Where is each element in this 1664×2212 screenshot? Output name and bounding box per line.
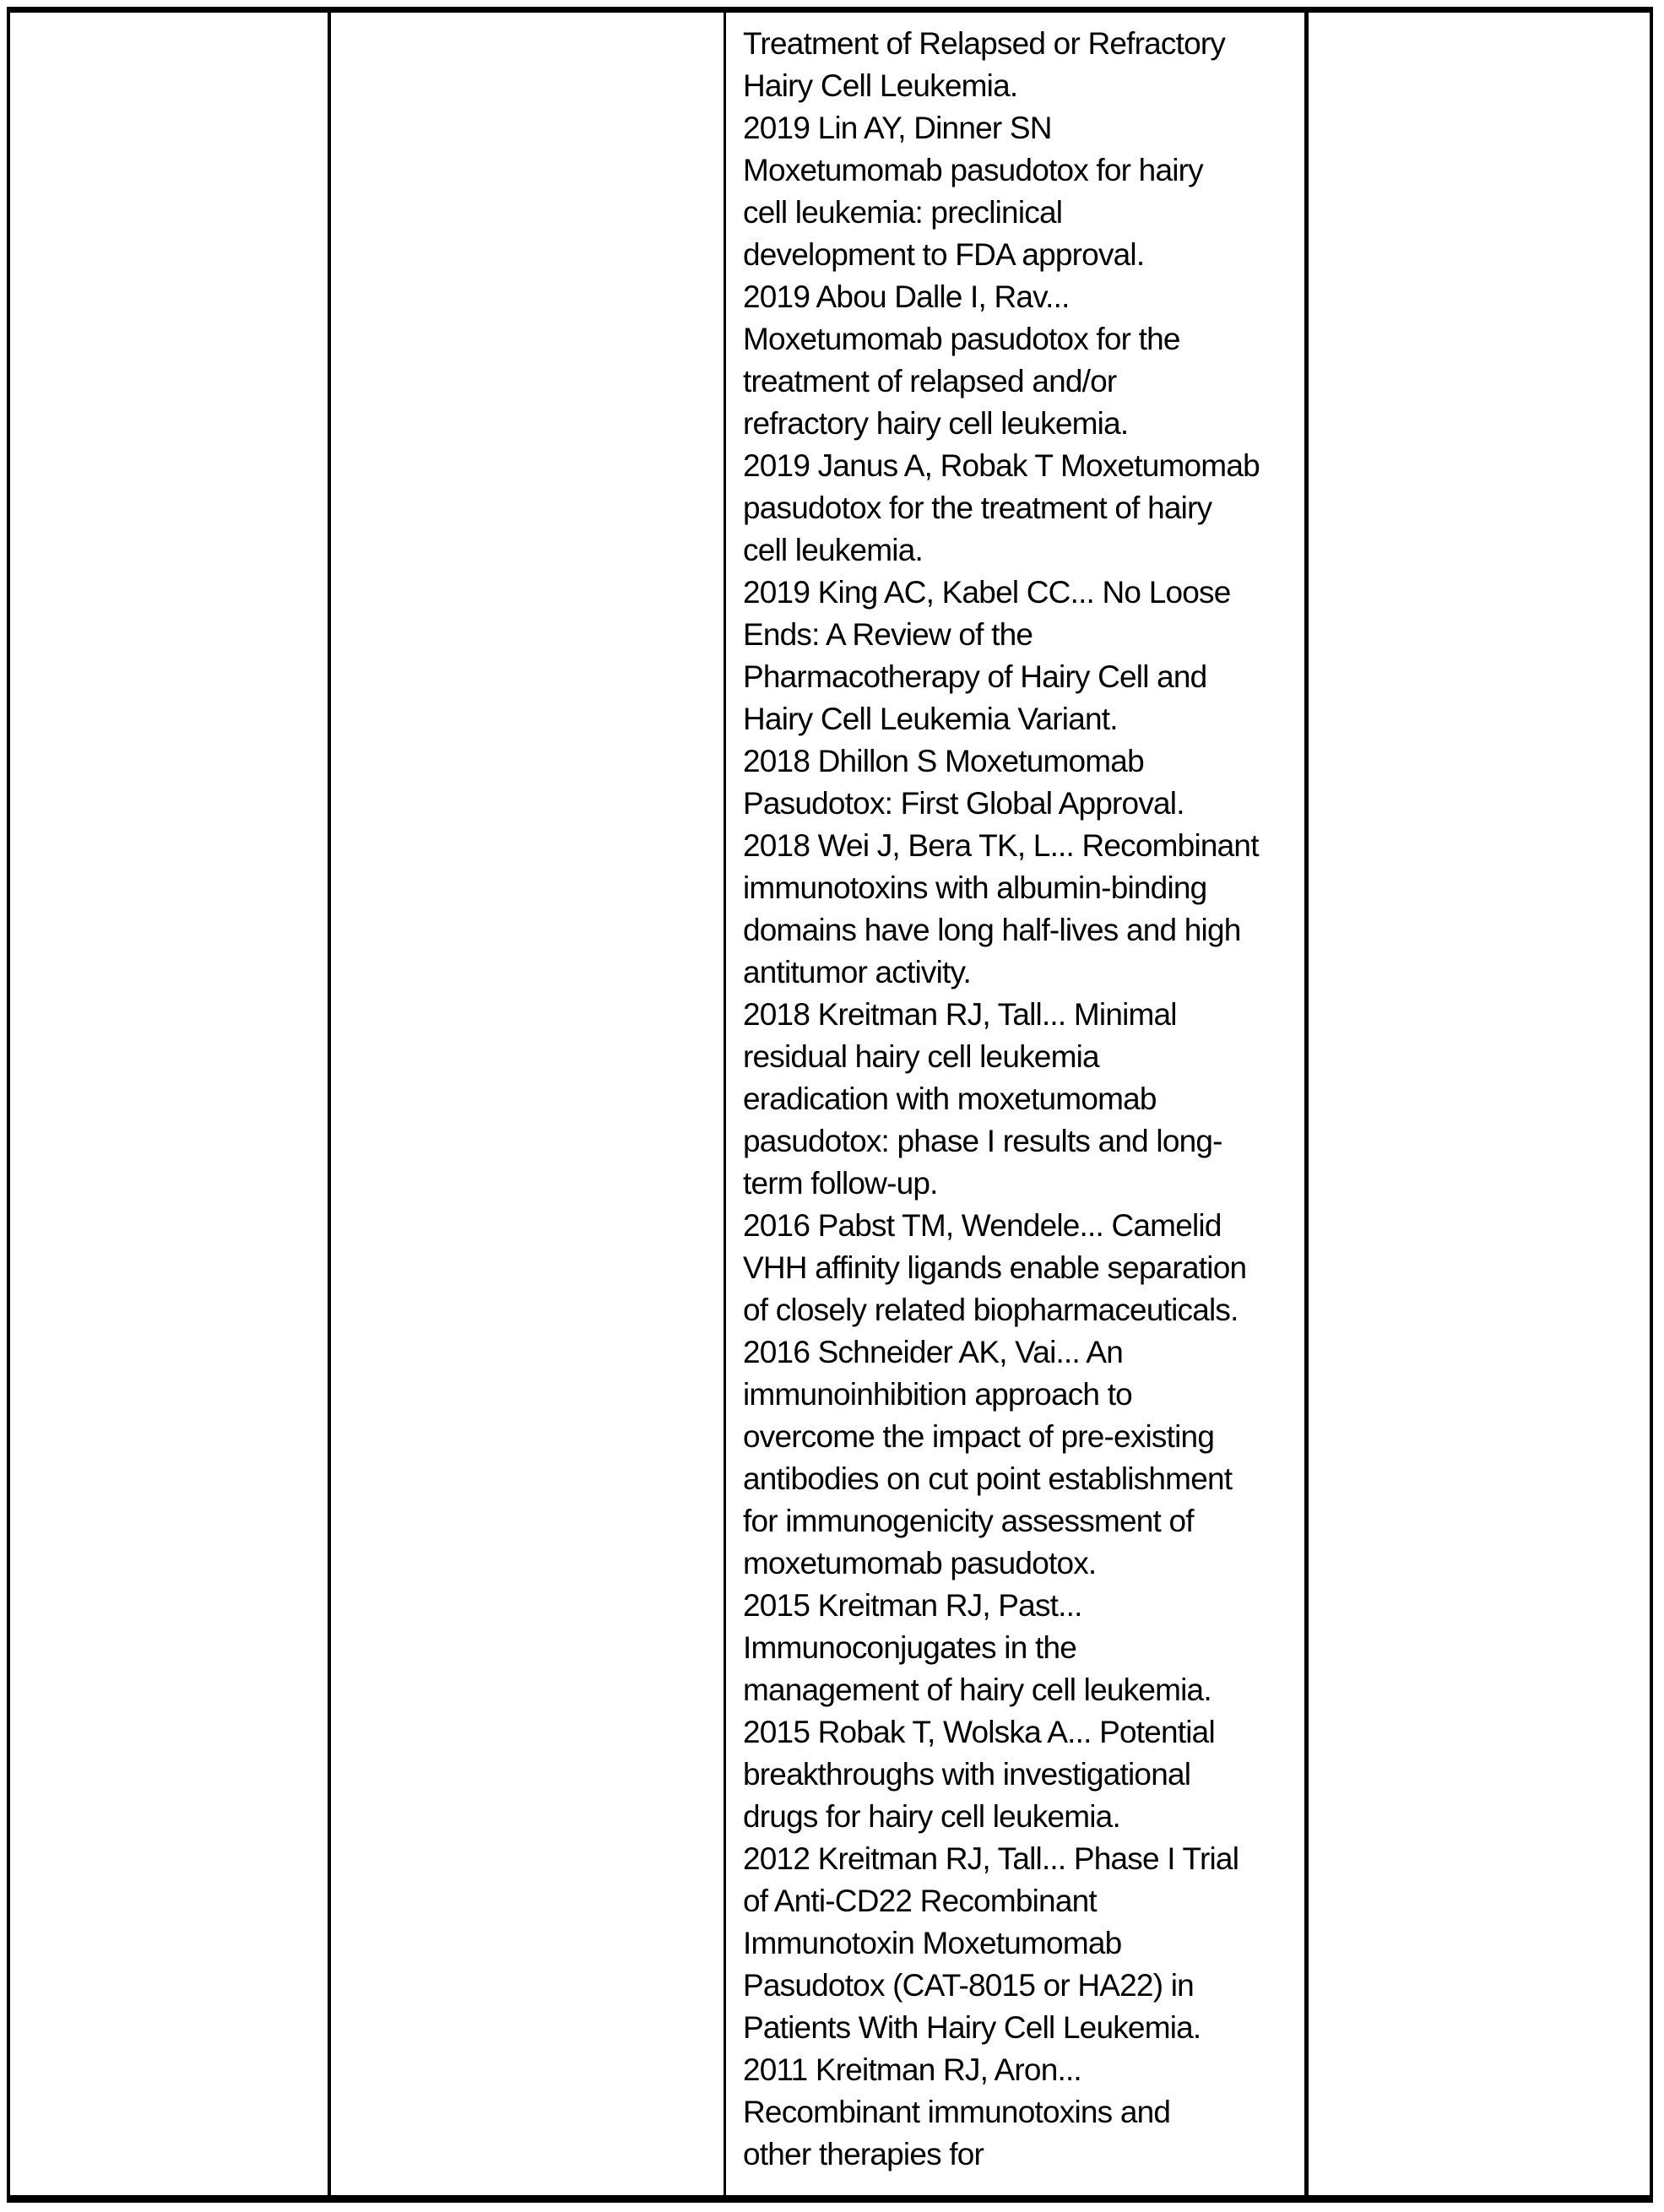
table-cell-empty-right <box>1309 13 1650 2195</box>
citation-line: overcome the impact of pre-existing <box>743 1419 1215 1454</box>
citation-line: moxetumomab pasudotox. <box>743 1546 1097 1580</box>
citation-line: Pharmacotherapy of Hairy Cell and <box>743 659 1207 694</box>
citation-line: residual hairy cell leukemia <box>743 1039 1099 1074</box>
citation-line: Immunotoxin Moxetumomab <box>743 1926 1122 1960</box>
citation-line: 2019 Lin AY, Dinner SN <box>743 111 1052 145</box>
citation-line: Moxetumomab pasudotox for the <box>743 322 1180 356</box>
citation-line: 2011 Kreitman RJ, Aron... <box>743 2052 1081 2087</box>
citation-line: of Anti-CD22 Recombinant <box>743 1884 1097 1918</box>
citation-line: 2016 Schneider AK, Vai... An <box>743 1335 1124 1369</box>
citation-line: pasudotox for the treatment of hairy <box>743 491 1212 525</box>
citation-line: refractory hairy cell leukemia. <box>743 406 1129 441</box>
references-table <box>7 7 1653 2203</box>
citation-line: Recombinant immunotoxins and <box>743 2095 1171 2129</box>
citation-line: 2019 Janus A, Robak T Moxetumomab <box>743 448 1260 483</box>
citation-line: immunotoxins with albumin-binding <box>743 870 1207 905</box>
citation-line: immunoinhibition approach to <box>743 1377 1132 1412</box>
citation-line: cell leukemia. <box>743 533 923 567</box>
citation-line: VHH affinity ligands enable separation <box>743 1250 1247 1285</box>
citation-line: 2018 Wei J, Bera TK, L... Recombinant <box>743 828 1259 863</box>
citation-line: management of hairy cell leukemia. <box>743 1673 1211 1707</box>
citation-line: 2015 Kreitman RJ, Past... <box>743 1588 1082 1623</box>
citation-line: other therapies for <box>743 2137 984 2171</box>
citation-line: eradication with moxetumomab <box>743 1082 1157 1116</box>
citation-line: Pasudotox (CAT-8015 or HA22) in <box>743 1968 1194 2003</box>
table-cell-citations <box>726 13 1309 2195</box>
citation-line: 2015 Robak T, Wolska A... Potential <box>743 1715 1215 1749</box>
citation-line: for immunogenicity assessment of <box>743 1504 1194 1538</box>
citation-line: drugs for hairy cell leukemia. <box>743 1799 1120 1834</box>
citation-line: cell leukemia: preclinical <box>743 195 1063 230</box>
citation-line: development to FDA approval. <box>743 237 1145 272</box>
citation-line: Ends: A Review of the <box>743 617 1033 652</box>
citation-line: treatment of relapsed and/or <box>743 364 1117 398</box>
citation-line: term follow-up. <box>743 1166 938 1201</box>
citation-line: 2019 Abou Dalle I, Rav... <box>743 279 1070 314</box>
citation-line: 2016 Pabst TM, Wendele... Camelid <box>743 1208 1222 1243</box>
citation-line: domains have long half-lives and high <box>743 913 1241 947</box>
citation-line: antitumor activity. <box>743 955 971 989</box>
citation-line: of closely related biopharmaceuticals. <box>743 1293 1239 1327</box>
citation-line: Hairy Cell Leukemia. <box>743 68 1018 103</box>
citation-line: Moxetumomab pasudotox for hairy <box>743 153 1203 187</box>
citation-line: 2018 Dhillon S Moxetumomab <box>743 744 1144 778</box>
table-cell-empty-left <box>10 13 331 2195</box>
citation-line: pasudotox: phase I results and long- <box>743 1124 1222 1158</box>
table-cell-empty-middle <box>331 13 726 2195</box>
citation-line: 2018 Kreitman RJ, Tall... Minimal <box>743 997 1177 1032</box>
citation-line: Pasudotox: First Global Approval. <box>743 786 1184 821</box>
citation-line: Patients With Hairy Cell Leukemia. <box>743 2010 1201 2045</box>
citation-line: Immunoconjugates in the <box>743 1630 1077 1665</box>
citation-line: antibodies on cut point establishment <box>743 1461 1233 1496</box>
citation-line: Hairy Cell Leukemia Variant. <box>743 702 1118 736</box>
citation-line: Treatment of Relapsed or Refractory <box>743 26 1226 61</box>
citation-list <box>743 23 1304 2176</box>
citation-line: 2019 King AC, Kabel CC... No Loose <box>743 575 1231 610</box>
citation-line: breakthroughs with investigational <box>743 1757 1191 1792</box>
citation-line: 2012 Kreitman RJ, Tall... Phase I Trial <box>743 1841 1239 1876</box>
